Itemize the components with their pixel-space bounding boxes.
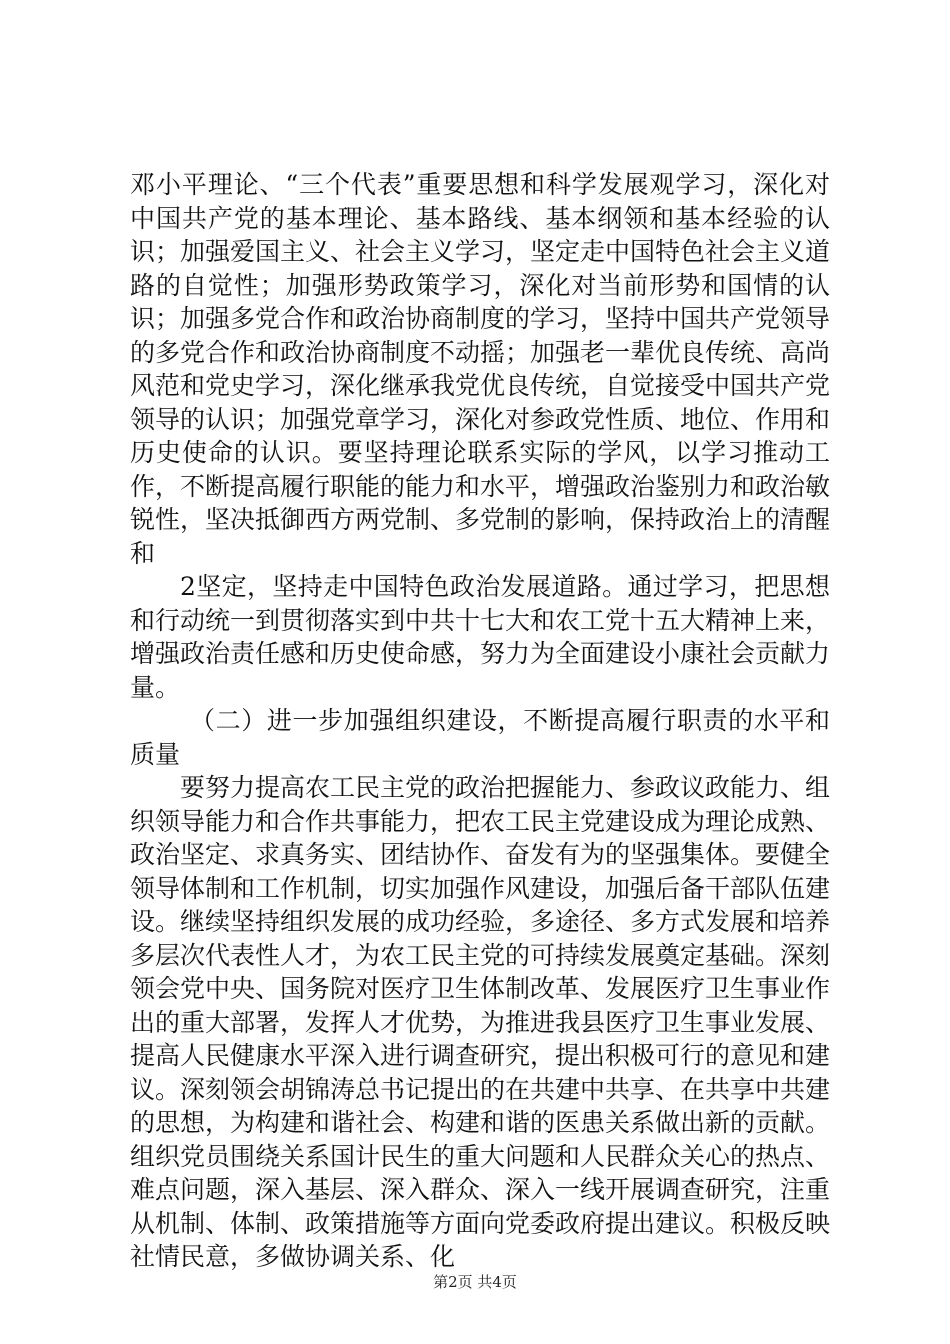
body-paragraph-3: 要努力提高农工民主党的政治把握能力、参政议政能力、组织领导能力和合作共事能力，把农工民主党建设成为理论成熟、政治坚定、求真务实、团结协作、奋发有为的坚强集体。要健全领导体制和工作机制，切实加强作风建设，加强后备干部队伍建设。继续坚持组织发展的成功经验，多途径、多方式发展和培养多层次代表性人才，为农工民主党的可持续发展奠定基础。深刻领会党中央、国务院对医疗卫生体制改革、发展医疗卫生事业作出的重大部署，发挥人才优势，为推进我县医疗卫生事业发展、提高人民健康水平深入进行调查研究，提出积极可行的意见和建议。深刻领会胡锦涛总书记提出的在共建中共享、在共享中共建的思想，为构建和谐社会、构建和谐的医患关系做出新的贡献。组织党员围绕关系国计民生的重大问题和人民群众关心的热点、难点问题，深入基层、深入群众、深入一线开展调查研究，注重从机制、体制、政策措施等方面向党委政府提出建议。积极反映社情民意，多做协调关系、化 (130, 773, 831, 1271)
page-footer: 第2页 共4页 (433, 1273, 517, 1291)
body-paragraph-1: 邓小平理论、“三个代表”重要思想和科学发展观学习，深化对中国共产党的基本理论、基本路线、基本纲领和基本经验的认识；加强爱国主义、社会主义学习，坚定走中国特色社会主义道路的自觉性；加强形势政策学习，深化对当前形势和国情的认识；加强多党合作和政治协商制度的学习，坚持中国共产党领导的多党合作和政治协商制度不动摇；加强老一辈优良传统、高尚风范和党史学习，深化继承我党优良传统，自觉接受中国共产党领导的认识；加强党章学习，深化对参政党性质、地位、作用和历史使命的认识。要坚持理论联系实际的学风，以学习推动工作，不断提高履行职能的能力和水平，增强政治鉴别力和政治敏锐性，坚决抵御西方两党制、多党制的影响，保持政治上的清醒和 (130, 170, 831, 568)
document-body (130, 168, 830, 1274)
body-paragraph-2: 2坚定，坚持走中国特色政治发展道路。通过学习，把思想和行动统一到贯彻落实到中共十七大和农工党十五大精神上来，增强政治责任感和历史使命感，努力为全面建设小康社会贡献力量。 (130, 572, 831, 702)
section-heading: （二）进一步加强组织建设，不断提高履行职责的水平和质量 (130, 706, 830, 769)
